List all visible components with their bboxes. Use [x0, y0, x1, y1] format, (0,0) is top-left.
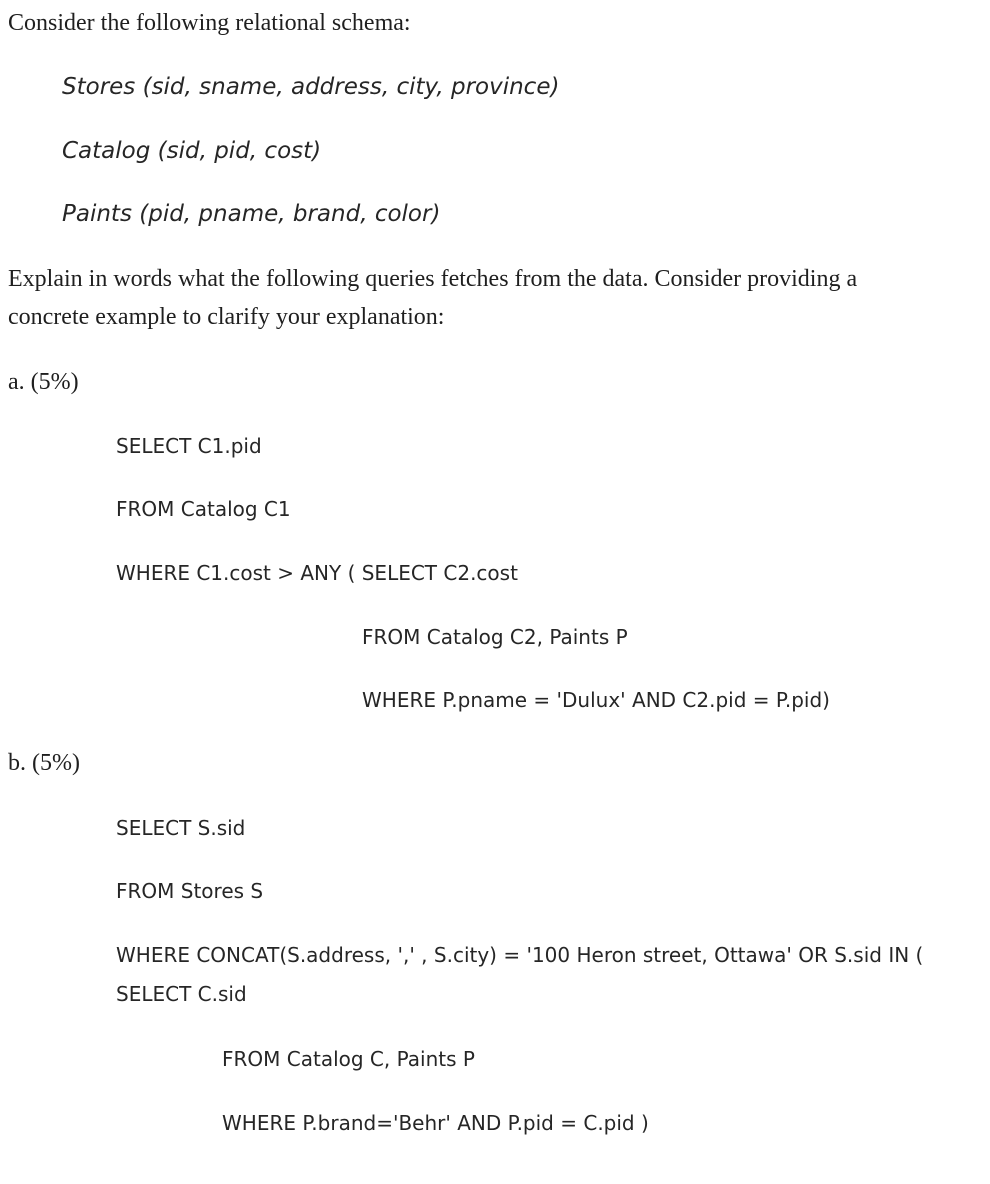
schema-stores: Stores (sid, sname, address, city, province) [62, 74, 560, 100]
query-b-line: FROM Catalog C, Paints P [222, 1047, 475, 1071]
schema-paints: Paints (pid, pname, brand, color) [62, 201, 441, 227]
query-a-line: FROM Catalog C1 [116, 497, 291, 521]
query-b-line: WHERE P.brand='Behr' AND P.pid = C.pid ) [222, 1111, 649, 1135]
query-b-line: SELECT S.sid [116, 816, 246, 840]
query-b-line: WHERE CONCAT(S.address, ',' , S.city) = '100 Heron street, Ottawa' OR S.sid IN ( SELECT C.sid [116, 943, 924, 1006]
query-b-line: FROM Stores S [116, 879, 264, 903]
instruction-line-2: concrete example to clarify your explanation: [8, 304, 445, 330]
schema-catalog: Catalog (sid, pid, cost) [62, 138, 322, 164]
query-a-line: SELECT C1.pid [116, 434, 262, 458]
query-a-line: WHERE C1.cost > ANY ( SELECT C2.cost [116, 561, 518, 585]
question-a-label: a. (5%) [8, 369, 79, 395]
question-b-label: b. (5%) [8, 750, 80, 776]
intro-text: Consider the following relational schema: [8, 10, 411, 36]
query-a-line: FROM Catalog C2, Paints P [362, 625, 628, 649]
query-a-line: WHERE P.pname = 'Dulux' AND C2.pid = P.pid) [362, 688, 830, 712]
instruction-line-1: Explain in words what the following queries fetches from the data. Consider providing a [8, 266, 858, 292]
